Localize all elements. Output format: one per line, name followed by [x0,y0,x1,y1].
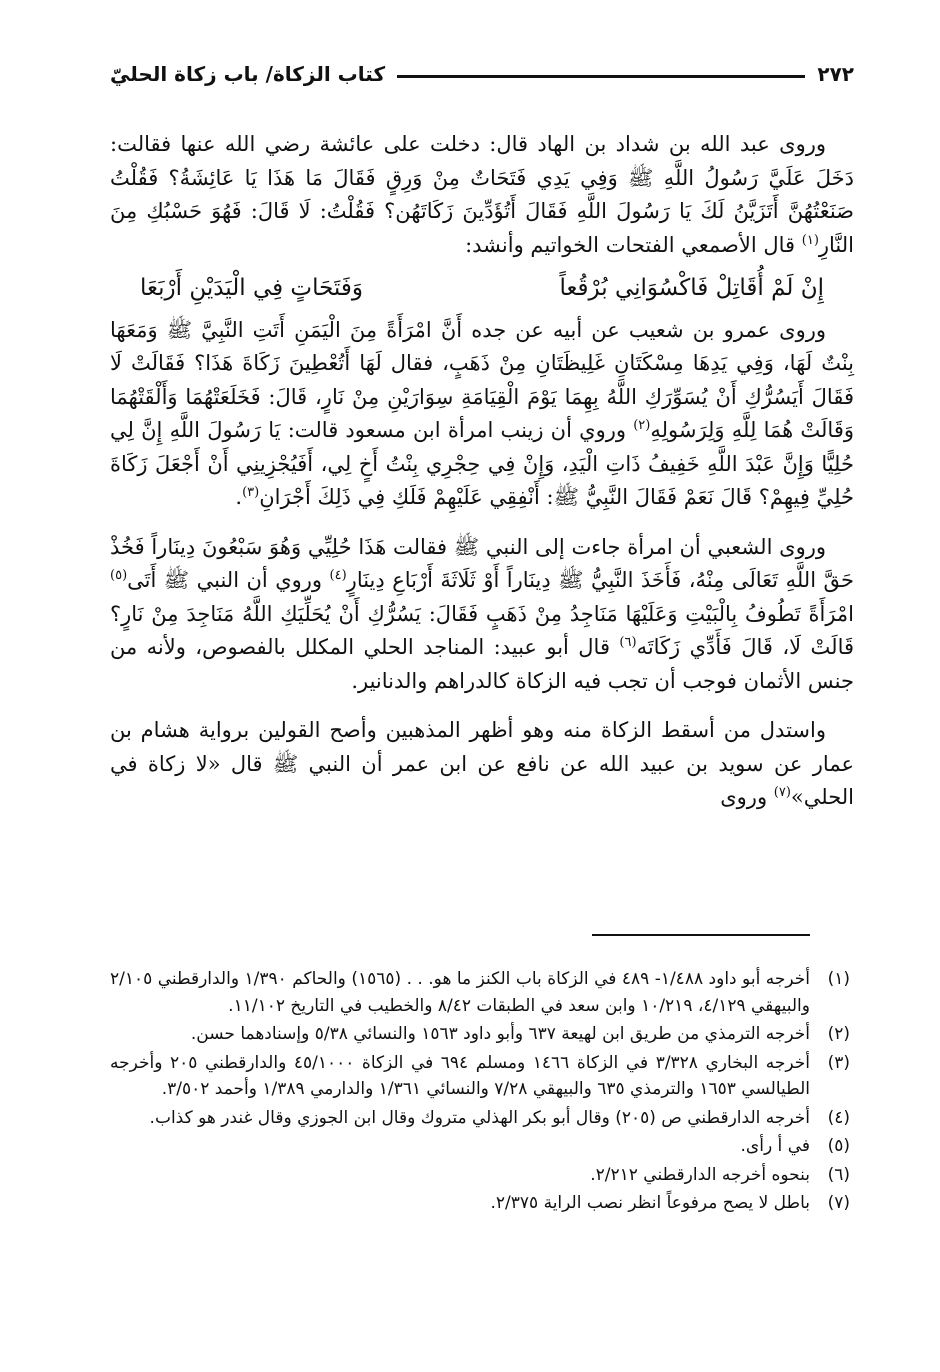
footnote-ref-1: (١) [801,232,819,248]
main-text [110,128,854,815]
footnote-item [110,1190,850,1217]
poetry-verse [110,262,854,312]
paragraph-2-end: . [235,485,243,509]
footnote-number: (٧) [827,1193,850,1213]
paragraph-2-text: وروى عمرو بن شعيب عن أبيه عن جده أَنَّ امْرَأَةً مِنَ الْيَمَنِ أَتَتِ النَّبِيَّ ﷺ وَمَعَهَا بِنْتٌ لَهَا، وَفِي يَدِهَا مِسْكَتَانِ غَلِيظَتَانِ مِنْ ذَهَبٍ، فقال لَهَا أَتُعْطِينَ زَكَاةَ هَذَا؟ فَقَالَتْ لَا فَقَالَ أَيَسُرُّكِ أَنْ يُسَوِّرَكِ اللَّهُ بِهِمَا يَوْمَ الْقِيَامَةِ سِوَارَيْنِ مِنْ نَارٍ، قَالَ: فَخَلَعَتْهُمَا وَأَلْقَتْهُمَا وَقَالَتْ هُمَا لِلَّهِ وَلِرَسُولِهِ [110,317,854,442]
footnote-number: (٤) [827,1107,850,1128]
paragraph-3 [110,531,854,699]
footnote-item [110,1105,850,1132]
footnotes [110,966,850,1219]
footnote-text: أخرجه الدارقطني ص (٢٠٥) وقال أبو بكر الهذلي متروك وقال ابن الجوزي وقال غندر هو كذاب. [149,1107,810,1128]
footnote-number: (٣) [827,1052,850,1073]
page-number: ٢٧٢ [817,62,854,86]
footnote-text: أخرجه الترمذي من طريق ابن لهيعة ٦٣٧ وأبو داود ١٥٦٣ والنسائي ٥/٣٨ وإسنادهما حسن. [190,1024,810,1044]
footnote-text: باطل لا يصح مرفوعاً انظر نصب الراية ٢/٣٧٥. [490,1193,810,1213]
page-header [110,62,854,86]
footnote-item [110,1050,850,1103]
paragraph-2-tail: وروي أن زينب امرأة ابن مسعود قالت: يَا رَسُولَ اللَّهِ إِنَّ لِي حُلِيًّا وَإِنَّ عَبْدَ اللَّهِ خَفِيفُ ذَاتِ الْيَدِ، وَإِنْ فِي حِجْرِي بِنْتُ أَخٍ لِي، أَفَيُجْزِينِي أَنْ أَجْعَلَ زَكَاةَ حُلِيِّ فِيهِمْ؟ قَالَ نَعَمْ فَقَالَ النَّبِيُّ ﷺ: أَنْفِقِي عَلَيْهِمْ فَلَكِ فِي ذَلِكَ أَجْرَانِ [110,418,854,509]
paragraph-3-tail: قال أبو عبيد: المناجد الحلي المكلل بالفصوص، ولأنه من جنس الأثمان فوجب أن تجب فيه الزكاة كالدراهم والدنانير. [110,635,854,693]
paragraph-1-text: وروى عبد الله بن شداد بن الهاد قال: دخلت على عائشة رضي الله عنها فقالت: دَخَلَ عَلَيَّ رَسُولُ اللَّهِ ﷺ وَفِي يَدِي فَتَحَاتٌ مِنْ وَرِقٍ فَقَالَ مَا هَذَا يَا عَائِشَةُ؟ فَقُلْتُ صَنَعْتُهُنَّ أَتَزَيَّنُ لَكَ يَا رَسُولَ اللَّهِ فَقَالَ أَتُؤَدِّينَ زَكَاتَهُن؟ فَقُلْتُ: لَا قَالَ: فَهُوَ حَسْبُكِ مِنَ النَّارِ [110,132,854,257]
verse-second-hemistich: وَفَتَحَاتٍ فِي الْيَدَيْنِ أَرْبَعَا [140,275,363,301]
paragraph-1-tail: قال الأصمعي الفتحات الخواتيم وأنشد: [465,232,802,257]
footnote-item [110,1021,850,1048]
paragraph-3-mid2: امْرَأَةً تَطُوفُ بِالْبَيْتِ وَعَلَيْهَا مَنَاجِدُ مِنْ ذَهَبٍ فَقَالَ: يَسُرُّكِ أَنْ يُحَلِّيَكِ اللَّهُ مَنَاجِدَ مِنْ نَارٍ؟ قَالَتْ لَا، قَالَ فَأَدِّي زَكَاتَه [110,601,855,659]
paragraph-3-text: وروى الشعبي أن امرأة جاءت إلى النبي ﷺ فقالت هَذَا حُلِيِّي وَهُوَ سَبْعُونَ دِينَاراً فَخُذْ حَقَّ اللَّهِ تَعَالَى مِنْهُ، فَأَخَذَ النَّبِيُّ ﷺ دِينَاراً أَوْ ثَلَاثَةَ أَرْبَاعِ دِينَارٍ [110,534,854,592]
paragraph-4-tail: وروى [720,785,774,809]
footnote-number: (٦) [827,1164,850,1185]
footnote-text: في أ رأى. [740,1136,810,1156]
running-title: كتاب الزكاة/ باب زكاة الحليّ [110,62,386,86]
paragraph-4 [110,714,854,815]
header-rule [397,75,805,78]
footnote-ref-6: (٦) [619,635,637,650]
footnote-ref-7: (٧) [773,785,791,800]
verse-first-hemistich: إِنْ لَمْ أُقَاتِلْ فَاكْسُوَانِي بُرْقُعاً [559,275,824,301]
paragraph-1 [110,128,854,262]
footnote-ref-3: (٣) [242,485,260,500]
footnote-item [110,1162,850,1189]
footnote-number: (٥) [827,1136,850,1156]
footnote-text: أخرجه البخاري ٣/٣٢٨ في الزكاة ١٤٦٦ ومسلم ٦٩٤ في الزكاة ٤٥/١٠٠٠ والدارقطني ٢٠٥ وأخرجه الطيالسي ١٦٥٣ والترمذي ٦٣٥ والبيهقي ٧/٢٨ والنسائي ١/٣٦١ والدارمي ١/٣٨٩ وأحمد ٣/٥٠٢. [110,1052,810,1099]
footnote-ref-5: (٥) [110,568,128,583]
footnote-ref-2: (٢) [633,418,651,433]
paragraph-2 [110,314,854,515]
paragraph-4-text: واستدل من أسقط الزكاة منه وهو أظهر المذهبين وأصح القولين برواية هشام بن عمار عن سويد بن عبيد الله عن نافع عن ابن عمر أن النبي ﷺ قال «لا زكاة في الحلي» [110,718,854,809]
footnote-number: (١) [827,969,850,989]
footnote-number: (٢) [827,1024,850,1044]
footnote-ref-4: (٤) [329,568,347,583]
paragraph-3-mid: وروي أن النبي ﷺ أَتَى [127,568,330,592]
footnote-item [110,1133,850,1160]
footnote-text: أخرجه أبو داود ١/٤٨٨- ٤٨٩ في الزكاة باب الكنز ما هو. . . (١٥٦٥) والحاكم ١/٣٩٠ والدارقطني ٢/١٠٥ والبيهقي ٤/١٢٩، ١٠/٢١٩ وابن سعد في الطبقات ٨/٤٢ والخطيب في التاريخ ١١/١٠٢. [110,969,810,1016]
footnote-item [110,966,850,1019]
footnote-text: بنحوه أخرجه الدارقطني ٢/٢١٢. [590,1164,810,1185]
footnote-separator [592,934,810,936]
